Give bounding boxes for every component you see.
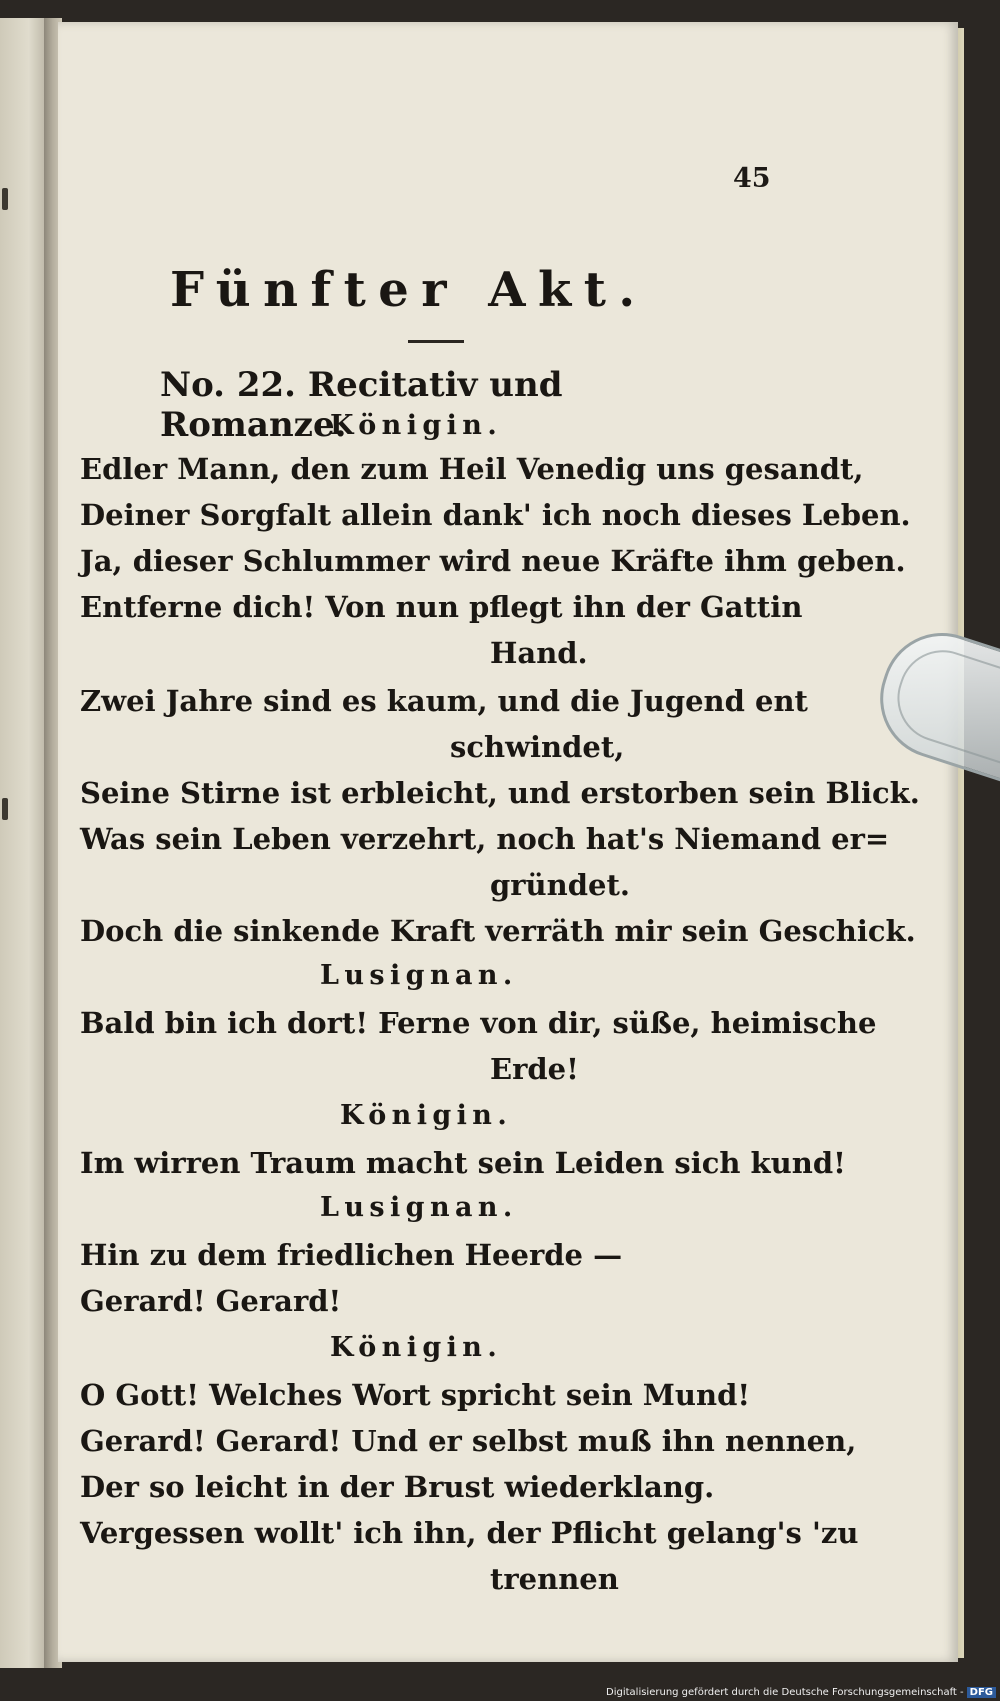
verse-line: Seine Stirne ist erbleicht, und erstorben sein Blick. bbox=[80, 776, 920, 810]
speaker-name: Lusignan. bbox=[320, 960, 518, 991]
verse-line: Vergessen wollt' ich ihn, der Pflicht gelang's 'zu bbox=[80, 1516, 859, 1550]
page-number: 45 bbox=[733, 163, 771, 194]
speaker-name: Königin. bbox=[340, 1100, 513, 1131]
verse-line: Was sein Leben verzehrt, noch hat's Niemand er= bbox=[80, 822, 890, 856]
dfg-badge: DFG bbox=[967, 1687, 996, 1698]
speaker-name: Lusignan. bbox=[320, 1192, 518, 1223]
verse-line: Gerard! Gerard! bbox=[80, 1284, 342, 1318]
verse-line: O Gott! Welches Wort spricht sein Mund! bbox=[80, 1378, 751, 1412]
verse-line: trennen bbox=[490, 1562, 619, 1596]
left-page-mark bbox=[2, 188, 8, 210]
verse-line: Hin zu dem friedlichen Heerde — bbox=[80, 1238, 623, 1272]
verse-line: Der so leicht in der Brust wiederklang. bbox=[80, 1470, 715, 1504]
section-title: No. 22. Recitativ und Romanze. bbox=[160, 365, 563, 445]
left-page-mark bbox=[2, 798, 8, 820]
verse-line: schwindet, bbox=[450, 730, 625, 764]
left-page-edge bbox=[0, 18, 48, 1668]
verse-line: Ja, dieser Schlummer wird neue Kräfte ihm geben. bbox=[80, 544, 906, 578]
act-title: Fünfter Akt. bbox=[170, 262, 648, 318]
verse-line: gründet. bbox=[490, 868, 630, 902]
verse-line: Bald bin ich dort! Ferne von dir, süße, heimische bbox=[80, 1006, 877, 1040]
footer-text: Digitalisierung gefördert durch die Deutsche Forschungsgemeinschaft - bbox=[606, 1687, 964, 1698]
verse-line: Hand. bbox=[490, 636, 588, 670]
speaker-name: Königin. bbox=[330, 1332, 503, 1363]
verse-line: Erde! bbox=[490, 1052, 579, 1086]
title-rule bbox=[408, 340, 464, 343]
verse-line: Doch die sinkende Kraft verräth mir sein Geschick. bbox=[80, 914, 916, 948]
verse-line: Deiner Sorgfalt allein dank' ich noch dieses Leben. bbox=[80, 498, 911, 532]
verse-line: Entferne dich! Von nun pflegt ihn der Gattin bbox=[80, 590, 803, 624]
speaker-name: Königin. bbox=[330, 410, 503, 441]
verse-line: Gerard! Gerard! Und er selbst muß ihn nennen, bbox=[80, 1424, 857, 1458]
footer-credit bbox=[606, 1687, 996, 1698]
verse-line: Edler Mann, den zum Heil Venedig uns gesandt, bbox=[80, 452, 864, 486]
verse-line: Zwei Jahre sind es kaum, und die Jugend ent bbox=[80, 684, 808, 718]
verse-line: Im wirren Traum macht sein Leiden sich kund! bbox=[80, 1146, 846, 1180]
